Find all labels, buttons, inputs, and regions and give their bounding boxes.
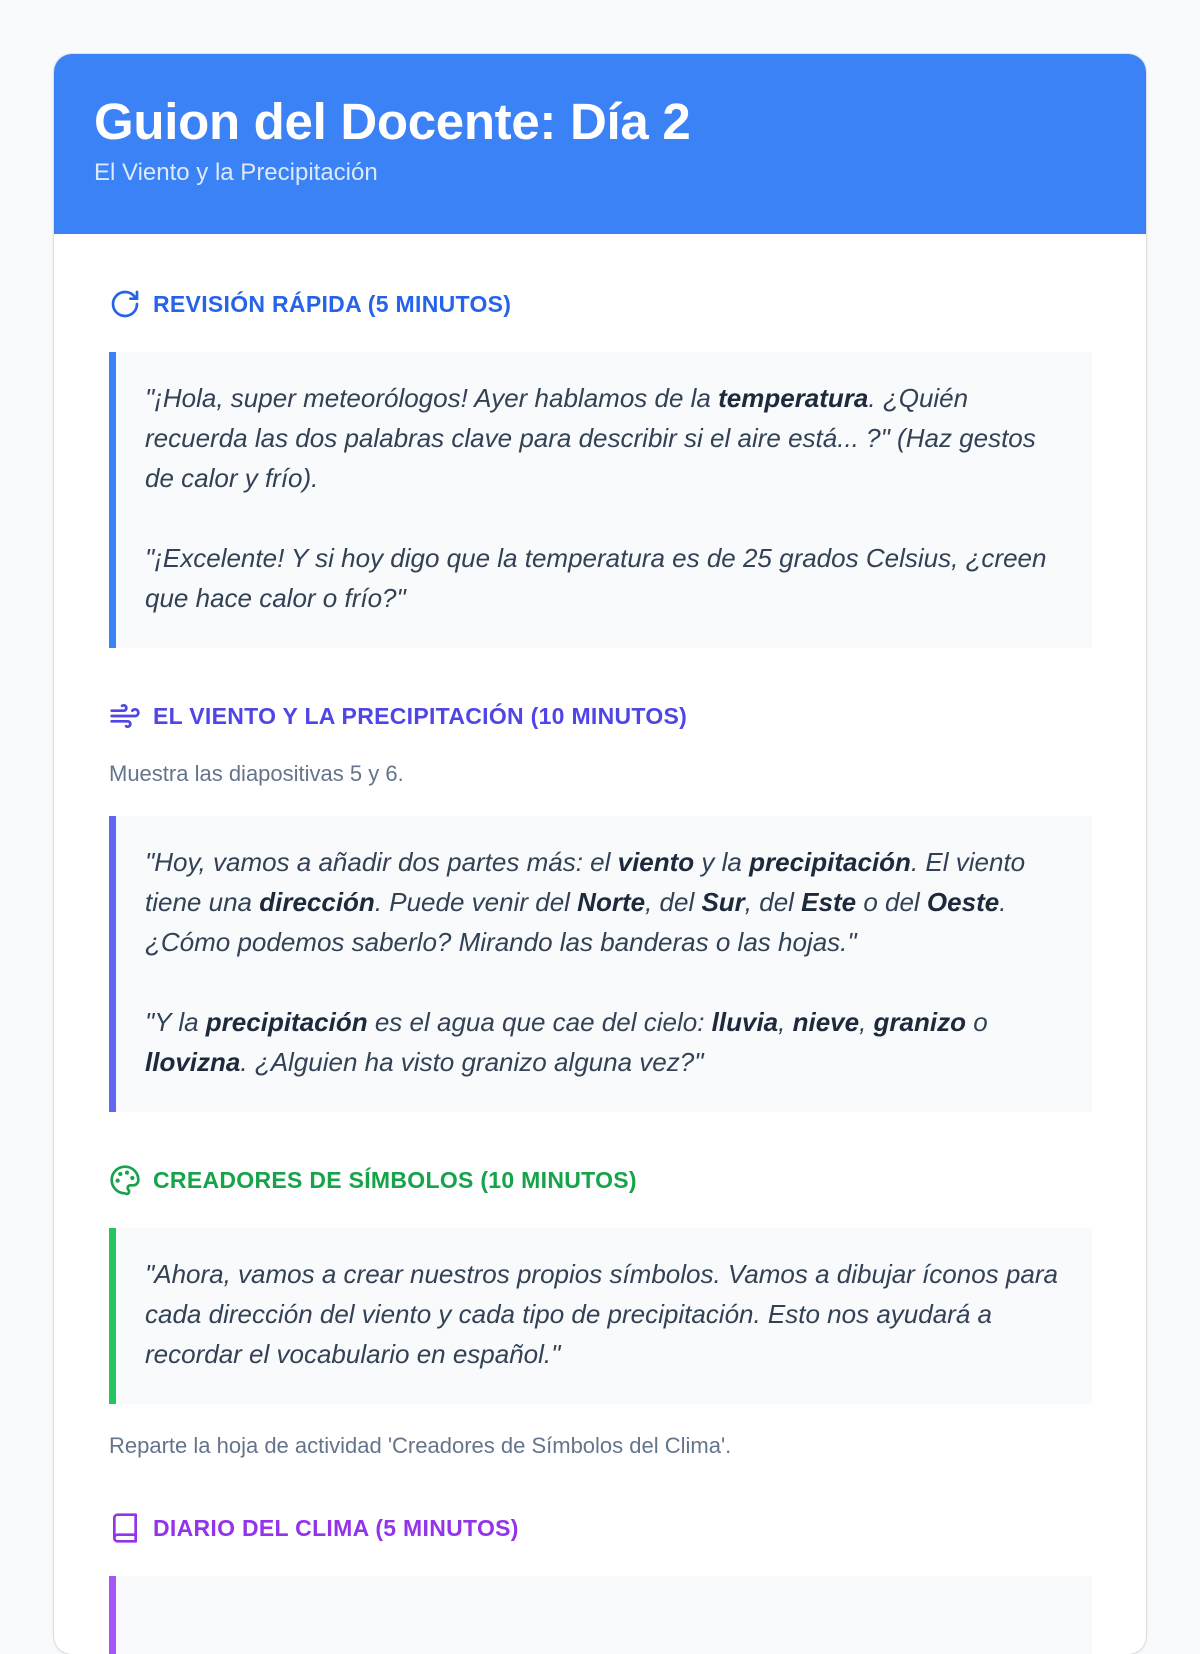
quote-text: , (778, 1007, 793, 1037)
quote-paragraph (145, 1254, 1062, 1374)
quote-text: , (859, 1007, 874, 1037)
quote-keyword: Norte (577, 887, 646, 917)
quote-keyword: llovizna (145, 1047, 241, 1077)
quote-text: . ¿Quién recuerda las dos palabras clave para describir si el aire está... ?" (Haz gestos de calor y frío). (145, 383, 1036, 493)
script-content (54, 234, 1146, 1654)
quote-text: o (966, 1007, 988, 1037)
quote-text: . ¿Alguien ha visto granizo alguna vez?" (240, 1047, 704, 1077)
quote-text: . Puede venir del (374, 887, 578, 917)
section-title: REVISIÓN RÁPIDA (5 MINUTOS) (153, 290, 512, 317)
quote-text: es el agua que cae del cielo: (367, 1007, 712, 1037)
script-card (54, 54, 1146, 1654)
quote-keyword: viento (617, 847, 695, 877)
page-title: Guion del Docente: Día 2 (94, 93, 691, 150)
teacher-quote (109, 1228, 1092, 1404)
teacher-quote (109, 352, 1092, 648)
quote-text: "¡Hola, super meteorólogos! Ayer hablamos de la (145, 383, 719, 413)
section-heading (109, 1510, 1092, 1546)
quote-keyword: nieve (792, 1007, 860, 1037)
quote-text: y la (694, 847, 750, 877)
quote-keyword: temperatura (718, 383, 869, 413)
quote-keyword: Este (801, 887, 857, 917)
quote-text: "Hoy, vamos a añadir dos partes más: el (145, 847, 618, 877)
quote-text: "¡Excelente! Y si hoy digo que la temperatura es de 25 grados Celsius, ¿creen que hace calor o frío?" (145, 543, 1047, 613)
quote-keyword: granizo (873, 1007, 966, 1037)
quote-text: . El viento tiene una (145, 847, 1026, 917)
quote-paragraph (145, 378, 1062, 498)
quote-keyword: lluvia (711, 1007, 779, 1037)
quote-keyword: dirección (259, 887, 375, 917)
quote-text: . ¿Cómo podemos saberlo? Mirando las banderas o las hojas." (145, 887, 1007, 957)
quote-text: , del (645, 887, 702, 917)
quote-text: o del (856, 887, 927, 917)
refresh-icon (109, 288, 141, 320)
book-icon (109, 1512, 141, 1544)
quote-text: "Ahora, vamos a crear nuestros propios símbolos. Vamos a dibujar íconos para cada dirección del viento y cada tipo de precipitación. Esto nos ayudará a recordar el vocabulario en español." (145, 1259, 1058, 1369)
section-quick-review (109, 286, 1092, 648)
quote-paragraph (145, 538, 1062, 618)
quote-keyword: Oeste (926, 887, 1000, 917)
section-heading (109, 1162, 1092, 1198)
wind-icon (109, 700, 141, 732)
quote-keyword: precipitación (749, 847, 911, 877)
quote-text: , del (744, 887, 802, 917)
quote-paragraph (145, 842, 1062, 962)
section-symbol-creators (109, 1162, 1092, 1462)
quote-keyword: precipitación (205, 1007, 368, 1037)
section-heading (109, 698, 1092, 734)
quote-keyword: Sur (701, 887, 745, 917)
section-heading (109, 286, 1092, 322)
palette-icon (109, 1164, 141, 1196)
section-wind-precipitation (109, 698, 1092, 1112)
card-header (54, 54, 1146, 234)
section-weather-journal (109, 1510, 1092, 1654)
section-title: EL VIENTO Y LA PRECIPITACIÓN (10 MINUTOS) (153, 702, 688, 729)
section-title: DIARIO DEL CLIMA (5 MINUTOS) (153, 1514, 519, 1541)
quote-paragraph (145, 1002, 1062, 1082)
teacher-quote (109, 816, 1092, 1112)
teacher-note: Muestra las diapositivas 5 y 6. (109, 761, 404, 786)
quote-text: "Y la (145, 1007, 206, 1037)
teacher-quote (109, 1576, 1092, 1654)
page-subtitle: El Viento y la Precipitación (94, 159, 378, 186)
teacher-note: Reparte la hoja de actividad 'Creadores de Símbolos del Clima'. (109, 1433, 732, 1458)
section-title: CREADORES DE SÍMBOLOS (10 MINUTOS) (153, 1166, 637, 1193)
